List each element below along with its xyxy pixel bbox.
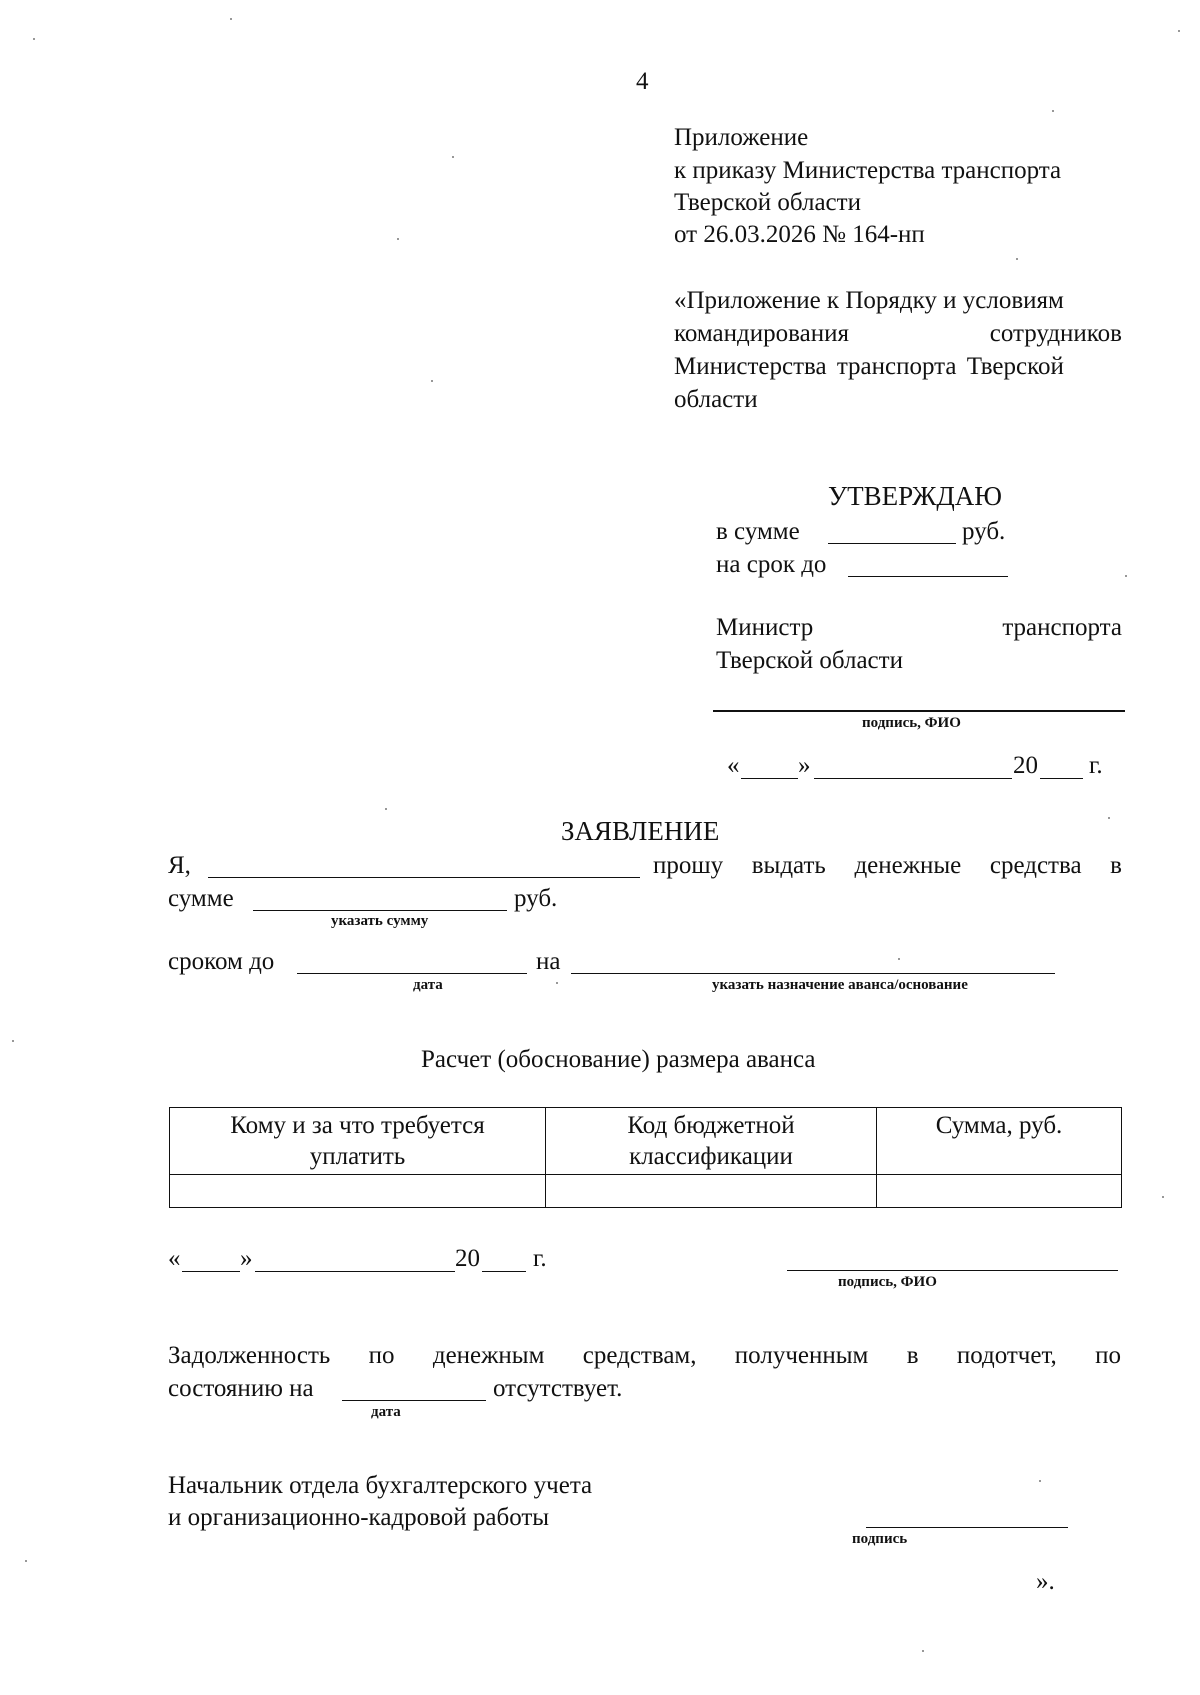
table-header-cell: Код бюджетной классификации — [546, 1108, 877, 1175]
table-row — [170, 1175, 1122, 1208]
debt-word: средствам, — [582, 1342, 697, 1369]
page-number: 4 — [636, 68, 649, 95]
request-word: прошу — [653, 852, 724, 879]
applicant-date-year-suffix: г. — [533, 1245, 547, 1272]
table-cell[interactable] — [877, 1175, 1122, 1208]
scan-speck — [25, 1560, 27, 1562]
procedure-line-2-left: командирования — [674, 320, 849, 347]
scan-speck — [898, 958, 900, 960]
statement-purpose-label: на — [536, 948, 561, 975]
applicant-date-year-field[interactable] — [482, 1271, 526, 1272]
debt-word: Задолженность — [168, 1342, 331, 1369]
approval-position-line-1 — [716, 612, 1122, 644]
scan-speck — [1162, 1196, 1164, 1198]
approval-date-close-quote: » — [798, 752, 811, 779]
applicant-date-year-prefix: 20 — [455, 1245, 480, 1272]
approval-position-right: транспорта — [1002, 614, 1122, 641]
appendix-line-4: от 26.03.2026 № 164-нп — [674, 221, 925, 248]
request-word: средства — [989, 852, 1082, 879]
table-cell[interactable] — [546, 1175, 877, 1208]
scan-speck — [1108, 817, 1110, 819]
approval-sum-label: в сумме — [716, 518, 800, 545]
scan-speck — [1016, 258, 1018, 260]
debt-line-1 — [168, 1340, 1121, 1372]
debt-word: по — [368, 1342, 395, 1369]
debt-word: подотчет, — [956, 1342, 1057, 1369]
statement-term-caption: дата — [413, 977, 443, 993]
scan-speck — [12, 1040, 14, 1042]
applicant-signature-caption: подпись, ФИО — [838, 1274, 937, 1290]
debt-date-caption: дата — [371, 1404, 401, 1420]
calculation-table — [169, 1107, 1122, 1208]
approval-term-label: на срок до — [716, 551, 827, 578]
procedure-line-2 — [674, 318, 1122, 350]
applicant-date-close-quote: » — [240, 1245, 253, 1272]
approval-position-line-2: Тверской области — [716, 647, 903, 674]
applicant-date-open-quote: « — [168, 1245, 181, 1272]
approval-sum-field[interactable] — [828, 543, 956, 544]
table-header-cell: Сумма, руб. — [877, 1108, 1122, 1175]
table-header-cell: Кому и за что требуется уплатить — [170, 1108, 546, 1175]
approval-date-month-field[interactable] — [814, 778, 1012, 779]
approval-date-year-field[interactable] — [1040, 778, 1083, 779]
debt-word: по — [1095, 1342, 1121, 1369]
request-word: денежные — [854, 852, 962, 879]
applicant-date-month-field[interactable] — [255, 1271, 455, 1272]
statement-purpose-field[interactable] — [571, 973, 1055, 974]
statement-rub-label: руб. — [514, 885, 558, 912]
approval-heading: УТВЕРЖДАЮ — [828, 481, 1003, 511]
procedure-line-4: области — [674, 386, 758, 413]
scan-speck — [1178, 30, 1180, 32]
scan-speck — [556, 982, 558, 984]
scan-speck — [452, 156, 454, 158]
statement-sum-label: сумме — [168, 885, 234, 912]
debt-word: в — [906, 1342, 919, 1369]
applicant-date-day-field[interactable] — [182, 1271, 240, 1272]
appendix-line-1: Приложение — [674, 124, 809, 151]
approval-position-left: Министр — [716, 614, 814, 641]
statement-sum-caption: указать сумму — [331, 913, 429, 929]
scan-speck — [1052, 110, 1054, 112]
appendix-line-3: Тверской области — [674, 189, 861, 216]
approval-term-field[interactable] — [848, 576, 1008, 577]
chief-signature-caption: подпись — [852, 1531, 908, 1547]
closing-mark: ». — [1036, 1568, 1055, 1595]
chief-signature-field[interactable] — [866, 1527, 1068, 1528]
approval-date-day-field[interactable] — [741, 778, 798, 779]
scan-speck — [1039, 1480, 1041, 1482]
procedure-line-1: «Приложение к Порядку и условиям — [674, 287, 1064, 314]
approval-signature-caption: подпись, ФИО — [862, 715, 961, 731]
debt-word: полученным — [734, 1342, 869, 1369]
approval-date-year-prefix: 20 — [1013, 752, 1038, 779]
scan-speck — [922, 1650, 924, 1652]
approval-signature-field[interactable] — [713, 710, 1125, 712]
statement-term-label: сроком до — [168, 948, 275, 975]
procedure-line-3: Министерства транспорта Тверской — [674, 353, 1064, 380]
request-word: в — [1110, 852, 1122, 879]
scan-speck — [33, 38, 35, 40]
calculation-title: Расчет (обоснование) размера аванса — [421, 1046, 816, 1073]
scan-speck — [431, 380, 433, 382]
applicant-signature-field[interactable] — [787, 1270, 1118, 1271]
approval-date-year-suffix: г. — [1089, 752, 1103, 779]
debt-word: денежным — [432, 1342, 545, 1369]
statement-request-text — [653, 850, 1122, 882]
scan-speck — [385, 808, 387, 810]
scan-speck — [230, 18, 232, 20]
scan-speck — [1125, 575, 1127, 577]
statement-purpose-caption: указать назначение аванса/основание — [712, 977, 968, 993]
approval-sum-unit: руб. — [962, 518, 1006, 545]
statement-term-field[interactable] — [297, 973, 527, 974]
statement-title: ЗАЯВЛЕНИЕ — [561, 816, 720, 846]
appendix-line-2: к приказу Министерства транспорта — [674, 157, 1062, 184]
request-word: выдать — [751, 852, 826, 879]
approval-date-open-quote: « — [727, 752, 740, 779]
table-cell[interactable] — [170, 1175, 546, 1208]
chief-line-2: и организационно-кадровой работы — [168, 1504, 550, 1531]
debt-line-2-suffix: отсутствует. — [493, 1375, 623, 1402]
procedure-line-2-right: сотрудников — [989, 320, 1122, 347]
debt-date-field[interactable] — [342, 1400, 486, 1401]
scan-speck — [397, 238, 399, 240]
debt-line-2-prefix: состоянию на — [168, 1375, 314, 1402]
statement-name-field[interactable] — [208, 877, 640, 878]
chief-line-1: Начальник отдела бухгалтерского учета — [168, 1472, 593, 1499]
statement-i-label: Я, — [168, 852, 191, 879]
statement-sum-field[interactable] — [253, 910, 507, 911]
